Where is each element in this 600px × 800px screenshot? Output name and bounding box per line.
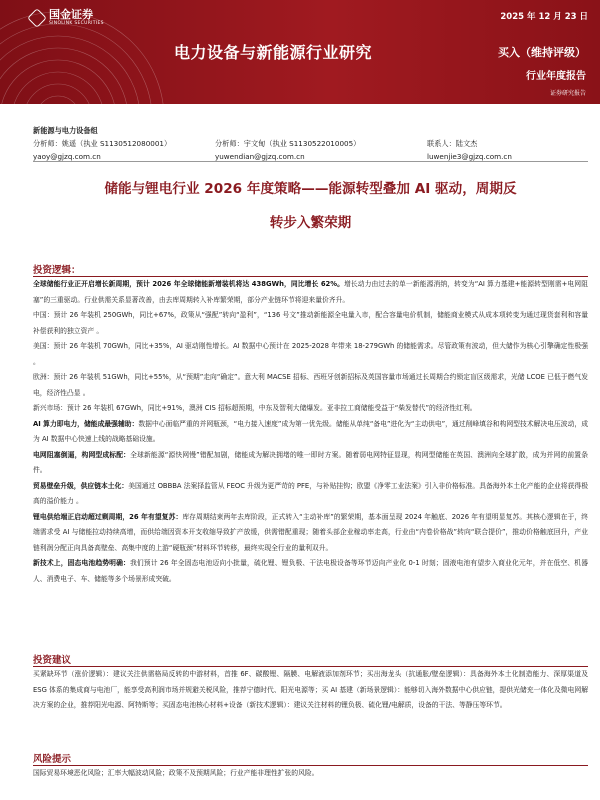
analyst-block xyxy=(33,126,593,161)
logic-paragraph: 电网阻塞倒逼，构网型成标配：全球新能源“源快网慢”错配加剧，储能成为解决拥堵的唯一即时方案。随着弱电网特征显现，构网型储能在英国、澳洲向全球扩散，成为并网的前置条件。 xyxy=(33,450,589,474)
logo-mark-icon xyxy=(27,8,47,28)
section-heading-logic: 投资逻辑： xyxy=(33,265,81,276)
header-banner xyxy=(0,0,600,104)
analyst-2-email[interactable]: yuwendian@gjzq.com.cn xyxy=(215,152,305,161)
analyst-1-email[interactable]: yaoy@gjzq.com.cn xyxy=(33,152,101,161)
logic-paragraph: 贸易壁垒升级，供应链本土化：美国通过 OBBBA 法案择监管从 FEOC 升级为更严苛的 PFE，与补贴挂钩；欧盟《净零工业法案》引入非价格标准。具备海外本土化产能的企业将获得极高的溢价能力 。 xyxy=(33,481,588,505)
report-type: 行业年度报告 xyxy=(526,71,586,82)
logic-paragraph: 新技术上，固态电池趋势明确：我们预计 26 年全固态电池迈向小批量，硫化锂、锂负极、干法电极设备等环节迈向产业化 0-1 时刻；固液电池有望步入商业化元年，并在低空、机器人、消费电子、车、储能等多个场景形成突破。 xyxy=(33,559,589,583)
contact-email[interactable]: luwenjie3@gjzq.com.cn xyxy=(427,152,512,161)
logic-paragraph: 新兴市场：预计 26 年装机 67GWh，同比+91%，澳洲 CIS 招标超预期，中东及智利大储爆发。亚非拉工商储能受益于“柴发替代”的经济性红利。 xyxy=(33,404,477,412)
logic-paragraph: 美国：预计 26 年装机 70GWh，同比+35%，AI 驱动刚性增长。AI 数据中心预计在 2025-2028 年带来 18-279GWh 的储能需求。尽管政策有波动，但大储作为核心引擎确定性极强 。 xyxy=(33,342,588,366)
logic-paragraph: 中国：预计 26 年装机 250GWh，同比+67%，政策从“强配”转向“盈利”，“136 号文”推动新能源全电量入市，配合容量电价机制，储能商业模式从成本项转变为通过现货套利和容量补偿获利的独立资产 。 xyxy=(33,311,588,335)
title-line-2: 转步入繁荣期 xyxy=(269,215,352,231)
logic-paragraph: 全球储能行业正开启增长新周期，预计 2026 年全球储能新增装机将达 438GWh，同比增长 62%。增长动力由过去的单一新能源消纳，转变为“AI 算力基建+能源转型刚需+电网阻塞”的三重驱动。行业供需关系显著改善，由去库周期转入补库繁荣期，部分产业链环节将迎来量价齐升。 xyxy=(33,280,588,304)
analyst-names-row xyxy=(33,139,593,149)
report-title: 电力设备与新能源行业研究 xyxy=(174,43,373,62)
rating-badge: 买入（维持评级） xyxy=(498,46,586,59)
document-title xyxy=(33,177,588,235)
analyst-2-name: 分析师：宇文甸（执业 S1130522010005） xyxy=(215,139,361,148)
analyst-divider xyxy=(33,161,588,162)
logic-body xyxy=(33,277,588,587)
report-department: 证券研究报告 xyxy=(549,90,586,97)
report-date: 2025 年 12 月 23 日 xyxy=(500,12,588,22)
risk-body: 国际贸易环境恶化风险；汇率大幅波动风险；政策不及预期风险；行业产能非理性扩张的风险。 xyxy=(33,769,319,777)
logo-name-cn: 国金证券 xyxy=(49,8,93,21)
logic-paragraph: AI 算力即电力，储能成最强辅助：数据中心面临严重的并网瓶颈，“电力接入速度”成为第一优先级。储能从单纯“备电”进化为“主动供电”，通过削峰填谷和构网型技术解决电压波动，成为 AI 数据中心快速上线的战略基础设施。 xyxy=(33,419,588,443)
section-heading-advice: 投资建议 xyxy=(33,655,72,666)
advice-body: 买紧缺环节（涨价逻辑）：建议关注供需格局反转的中游材料，首推 6F、碳酸锂、隔膜、电解液添加剂环节；买出海龙头（抗通胀/壁垒逻辑）：具备海外本土化制造能力、深厚渠道及 ESG 体系的集成商与电池厂，能享受高利润市场并规避关税风险，推荐宁德时代、阳光电源等；买 AI 基建（新场景逻辑）：能够切入海外数据中心供应链，提供光储充一体化及微电网解决方案的企业，推荐阳光电源、阿特斯等；买固态电池核心材料+设备（新技术逻辑）：建议关注材料的锂负极、硫化锂/电解质，设备的干法、等静压等环节。 xyxy=(33,670,588,709)
section-heading-risk: 风险提示 xyxy=(33,754,72,765)
analyst-emails-row xyxy=(33,152,593,161)
company-logo xyxy=(30,9,104,27)
analyst-team: 新能源与电力设备组 xyxy=(33,126,98,135)
logo-name-en: SINOLINK SECURITIES xyxy=(49,21,104,26)
contact-name: 联系人：陆文杰 xyxy=(427,139,478,148)
logic-paragraph: 锂电供给端正启动超过剩周期，26 年有望复苏：库存周期结束两年去库阶段，正式转入“主动补库”的繁荣期，基本面呈现 2024 年触底、2026 年有望明显复苏。其核心逻辑在于，终端需求受 AI 与储能拉动持续高增，而供给端因资本开支收缩导致扩产放缓，供需错配重现；随着头部企业稼动率走高，行业由“内卷价格战”转向“联合提价”，推动价格触底回升，产业链利润分配正向具备高壁垒、高集中度的上游“硬瓶颈”材料环节转移，最终实现全行业的量利双升。 xyxy=(33,512,588,552)
title-line-1: 储能与锂电行业 2026 年度策略——能源转型叠加 AI 驱动，周期反 xyxy=(104,181,517,197)
logic-paragraph: 欧洲：预计 26 年装机 51GWh，同比+55%，从“预期”走向“确定”。意大利 MACSE 招标、西班牙创新招标及英国容量市场通过长周期合约锁定盲区级需求，光储 LCOE 已低于燃气发电，经济性凸显 。 xyxy=(33,373,588,397)
analyst-1-name: 分析师：姚遥（执业 S1130512080001） xyxy=(33,139,172,148)
